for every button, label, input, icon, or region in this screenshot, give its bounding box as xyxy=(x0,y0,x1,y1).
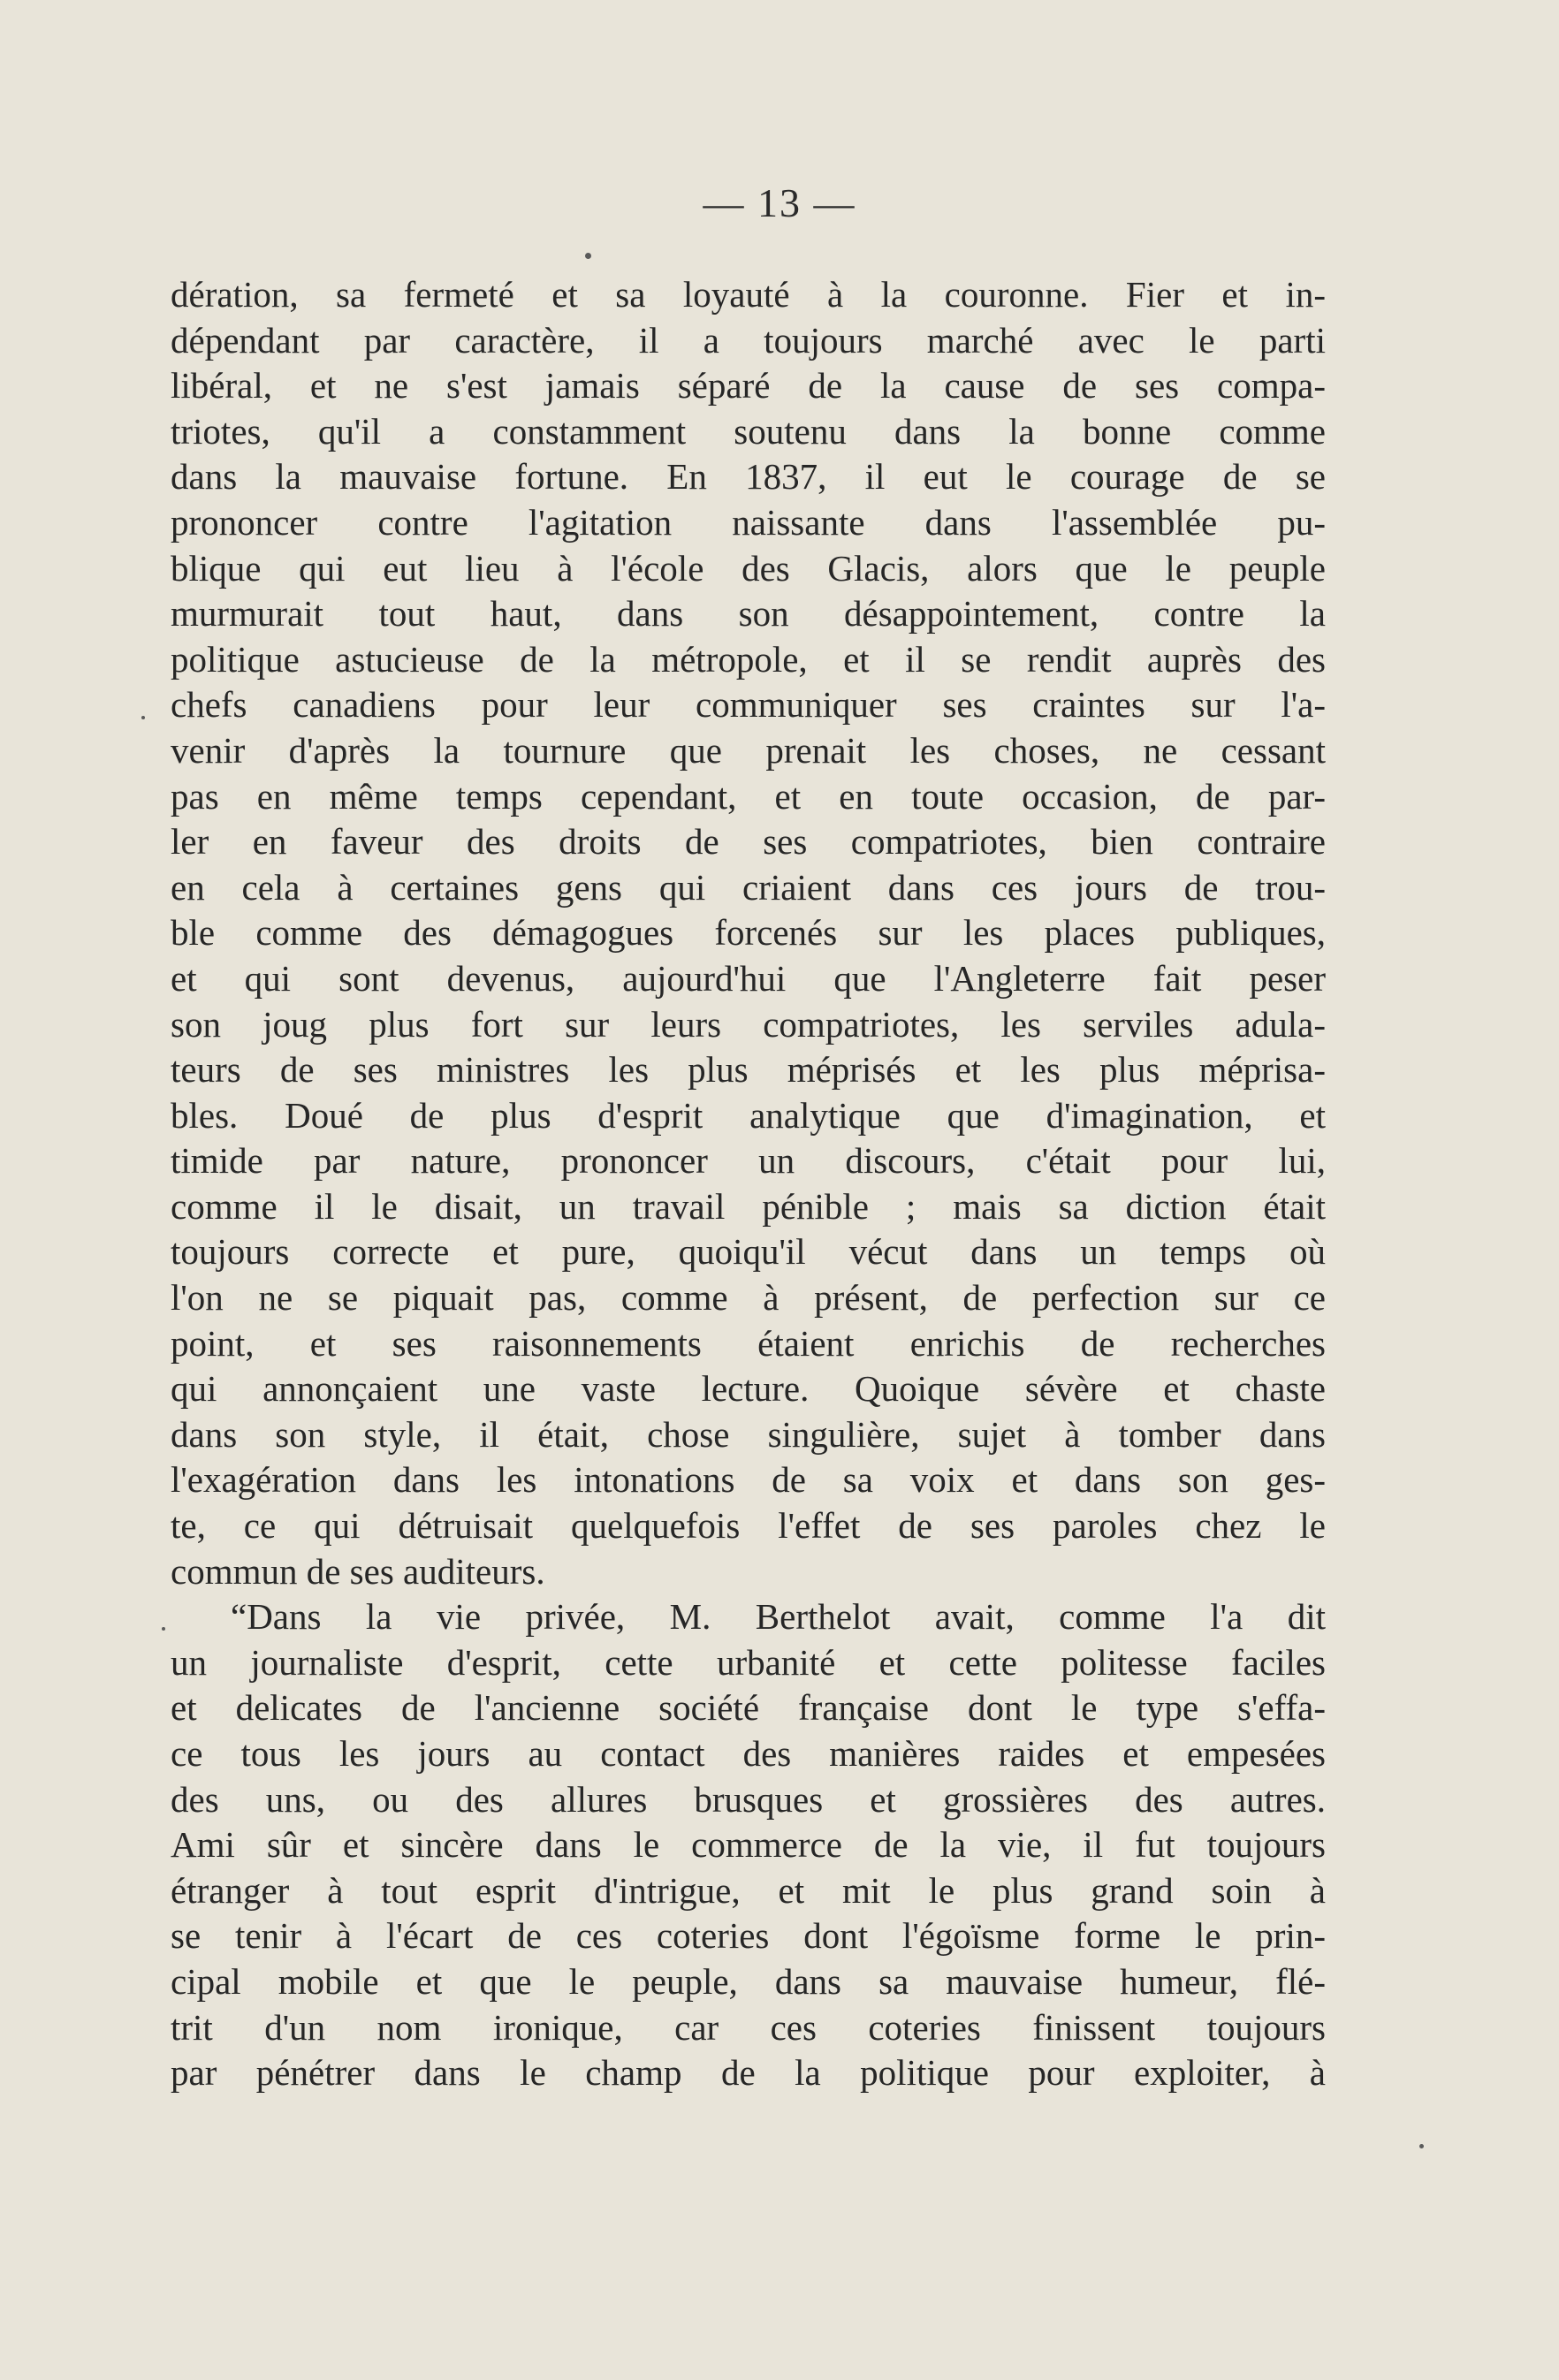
paragraph xyxy=(171,1594,1326,2096)
text-line: ce tous les jours au contact des manières raides et empesées xyxy=(171,1733,1326,1774)
text-line: qui annonçaient une vaste lecture. Quoique sévère et chaste xyxy=(171,1368,1326,1410)
text-line: ble comme des démagogues forcenés sur les places publiques, xyxy=(171,912,1326,954)
text-line: l'exagération dans les intonations de sa voix et dans son ges- xyxy=(171,1459,1326,1501)
text-line: dans la mauvaise fortune. En 1837, il eut le courage de se xyxy=(171,456,1326,498)
print-speck xyxy=(141,716,145,719)
text-line: point, et ses raisonnements étaient enrichis de recherches xyxy=(171,1322,1326,1364)
body-text xyxy=(171,272,1326,2096)
text-line: l'on ne se piquait pas, comme à présent, de perfection sur ce xyxy=(171,1277,1326,1319)
text-line: blique qui eut lieu à l'école des Glacis, alors que le peuple xyxy=(171,547,1326,589)
text-line: toujours correcte et pure, quoiqu'il vécut dans un temps où xyxy=(171,1231,1326,1273)
text-line: triotes, qu'il a constamment soutenu dans la bonne comme xyxy=(171,410,1326,452)
print-speck xyxy=(585,253,591,259)
text-line: bles. Doué de plus d'esprit analytique que d'imagination, et xyxy=(171,1094,1326,1136)
text-line: cipal mobile et que le peuple, dans sa mauvaise humeur, flé- xyxy=(171,1960,1326,2002)
text-line: murmurait tout haut, dans son désappointement, contre la xyxy=(171,593,1326,635)
text-line: venir d'après la tournure que prenait les choses, ne cessant xyxy=(171,729,1326,771)
text-line: trit d'un nom ironique, car ces coteries finissent toujours xyxy=(171,2006,1326,2048)
text-line: pas en même temps cependant, et en toute occasion, de par- xyxy=(171,775,1326,817)
text-line: Ami sûr et sincère dans le commerce de la vie, il fut toujours xyxy=(171,1824,1326,1866)
text-line: et delicates de l'ancienne société française dont le type s'effa- xyxy=(171,1687,1326,1729)
page-number: — 13 — xyxy=(703,180,856,225)
text-line: étranger à tout esprit d'intrigue, et mit le plus grand soin à xyxy=(171,1869,1326,1911)
text-line: timide par nature, prononcer un discours, c'était pour lui, xyxy=(171,1140,1326,1182)
text-line: libéral, et ne s'est jamais séparé de la cause de ses compa- xyxy=(171,365,1326,407)
text-line: dération, sa fermeté et sa loyauté à la couronne. Fier et in- xyxy=(171,274,1326,315)
text-line: dépendant par caractère, il a toujours marché avec le parti xyxy=(171,319,1326,361)
text-line: comme il le disait, un travail pénible ; mais sa diction était xyxy=(171,1185,1326,1227)
text-line: dans son style, il était, chose singulière, sujet à tomber dans xyxy=(171,1413,1326,1455)
text-line: un journaliste d'esprit, cette urbanité et cette politesse faciles xyxy=(171,1641,1326,1683)
print-speck xyxy=(162,1627,165,1631)
text-line: se tenir à l'écart de ces coteries dont l'égoïsme forme le prin- xyxy=(171,1915,1326,1957)
paragraph xyxy=(171,272,1326,1594)
text-line: prononcer contre l'agitation naissante dans l'assemblée pu- xyxy=(171,501,1326,543)
text-line: des uns, ou des allures brusques et grossières des autres. xyxy=(171,1778,1326,1820)
text-line: ler en faveur des droits de ses compatriotes, bien contraire xyxy=(171,821,1326,863)
text-line: par pénétrer dans le champ de la politique pour exploiter, à xyxy=(171,2052,1326,2094)
print-speck xyxy=(1419,2144,1424,2148)
text-line: politique astucieuse de la métropole, et il se rendit auprès des xyxy=(171,638,1326,680)
text-line: et qui sont devenus, aujourd'hui que l'Angleterre fait peser xyxy=(171,957,1326,999)
text-line: en cela à certaines gens qui criaient dans ces jours de trou- xyxy=(171,866,1326,908)
text-line: teurs de ses ministres les plus méprisés et les plus méprisa- xyxy=(171,1049,1326,1091)
text-line: “Dans la vie privée, M. Berthelot avait, comme l'a dit xyxy=(231,1596,1326,1638)
text-line: te, ce qui détruisait quelquefois l'effet de ses paroles chez le xyxy=(171,1505,1326,1547)
text-line: chefs canadiens pour leur communiquer ses craintes sur l'a- xyxy=(171,684,1326,726)
text-line: son joug plus fort sur leurs compatriotes, les serviles adula- xyxy=(171,1003,1326,1045)
text-line: commun de ses auditeurs. xyxy=(171,1550,545,1592)
